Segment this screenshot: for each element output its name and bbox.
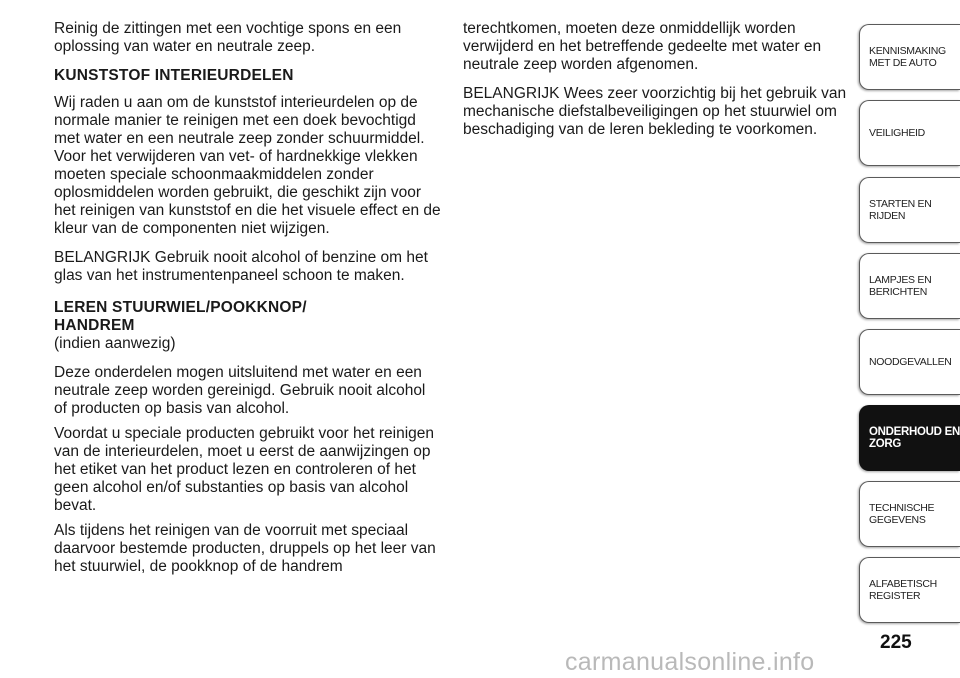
tab-label: STARTEN EN RIJDEN (869, 198, 932, 222)
paragraph: Deze onderdelen mogen uitsluitend met water en een neutrale zeep worden gereinigd. Gebruik nooit alcohol of producten op basis van alcohol. (54, 364, 426, 417)
tab-label: TECHNISCHE GEGEVENS (869, 502, 935, 526)
paragraph: Reinig de zittingen met een vochtige spons en een oplossing van water en neutrale zeep. (54, 20, 402, 55)
paragraph: Wij raden u aan om de kunststof interieurdelen op de normale manier te reinigen met een doek bevochtigd met water en een neutrale zeep zonder schuurmiddel. Voor het verwijderen van vet- of hardnekkige vlekken moeten speciale schoonmaakmiddelen zonder oplosmiddelen worden gebruikt, die geschikt zijn voor het reinigen van kunststof en die het visuele effect en de kleur van de componenten niet wijzigen. (54, 94, 441, 237)
section-subheading: (indien aanwezig) (54, 335, 176, 352)
section-heading: LEREN STUURWIEL/POOKKNOP/ HANDREM (54, 299, 307, 334)
paragraph: BELANGRIJK Gebruik nooit alcohol of benzine om het glas van het instrumentenpaneel schoon te maken. (54, 249, 428, 284)
tab-label: LAMPJES EN BERICHTEN (869, 274, 932, 298)
tab-lampjes-en-berichten[interactable] (859, 253, 960, 319)
watermark: carmanualsonline.info (565, 648, 815, 676)
tab-veiligheid[interactable] (859, 100, 960, 166)
paragraph: BELANGRIJK Wees zeer voorzichtig bij het gebruik van mechanische diefstalbeveiligingen op het stuurwiel om beschadiging van de leren bekleding te voorkomen. (463, 85, 847, 138)
tab-kennismaking[interactable] (859, 24, 960, 90)
page-number: 225 (880, 632, 912, 653)
paragraph: Voordat u speciale producten gebruikt voor het reinigen van de interieurdelen, moet u eerst de aanwijzingen op het etiket van het product lezen en controleren of het geen alcohol en/of substanties op basis van alcohol bevat. (54, 425, 434, 514)
right-column (463, 20, 853, 150)
paragraph: terechtkomen, moeten deze onmiddellijk worden verwijderd en het betreffende gedeelte met water en neutrale zeep worden afgenomen. (463, 20, 822, 73)
tab-onderhoud-en-zorg[interactable] (859, 405, 960, 471)
tab-noodgevallen[interactable] (859, 329, 960, 395)
tab-label: ALFABETISCH REGISTER (869, 578, 937, 602)
tab-label: ONDERHOUD EN ZORG (869, 426, 960, 450)
tab-label: NOODGEVALLEN (869, 356, 952, 368)
tab-label: KENNISMAKING MET DE AUTO (869, 45, 946, 69)
tab-technische-gegevens[interactable] (859, 481, 960, 547)
section-heading: KUNSTSTOF INTERIEURDELEN (54, 67, 294, 84)
tab-label: VEILIGHEID (869, 127, 925, 139)
tab-starten-en-rijden[interactable] (859, 177, 960, 243)
tab-alfabetisch-register[interactable] (859, 557, 960, 623)
left-column (54, 20, 442, 587)
paragraph: Als tijdens het reinigen van de voorruit met speciaal daarvoor bestemde producten, druppels op het leer van het stuurwiel, de pookknop of de handrem (54, 522, 436, 575)
